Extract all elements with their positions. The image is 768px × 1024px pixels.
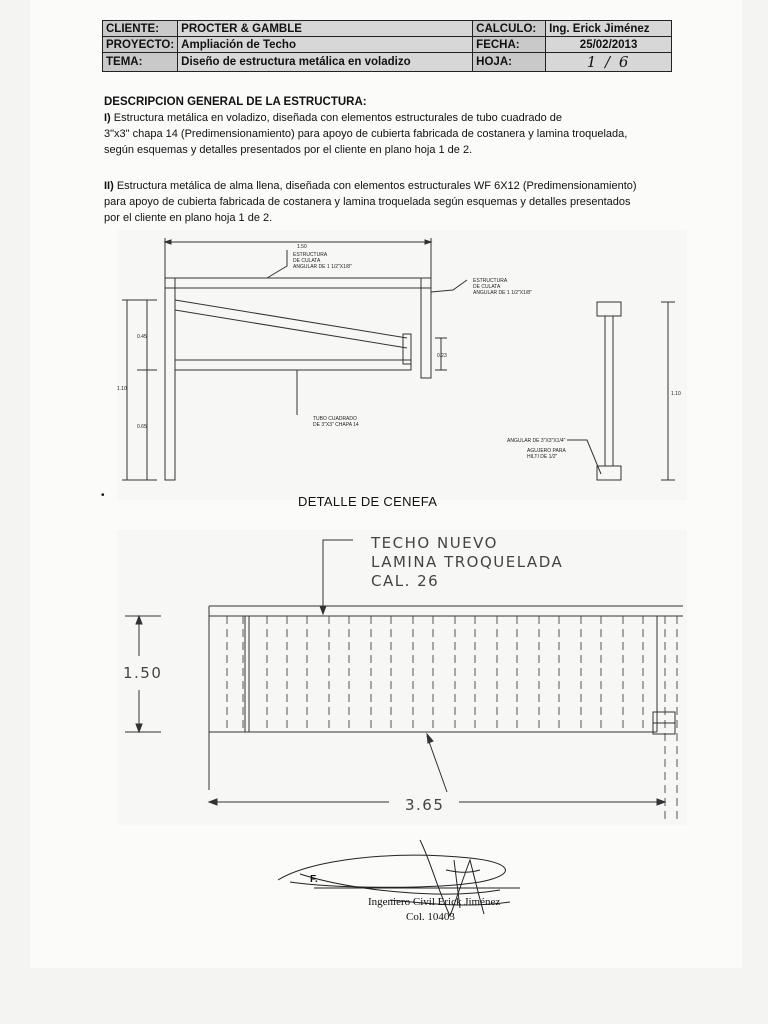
tema-value: Diseño de estructura metálica en voladizo (178, 53, 473, 72)
label-agujero-line1: AGUJERO PARA (527, 448, 566, 454)
calculo-value: Ing. Erick Jiménez (546, 21, 672, 37)
signature-name: Ingeniero Civil Erick Jiménez (368, 896, 501, 908)
description-item2 (104, 178, 674, 226)
fecha-label: FECHA: (473, 37, 546, 53)
techo-label-line3: CAL. 26 (371, 572, 440, 590)
title-block (102, 20, 672, 72)
label-angular: ANGULAR DE 3"X3"X1/4" (507, 438, 566, 444)
dim-110-right: 1.10 (671, 391, 681, 397)
signature-f-label: F. (310, 874, 318, 885)
dim-110-left: 1.10 (117, 386, 127, 392)
stray-dot: • (101, 490, 105, 501)
hoja-value (546, 53, 672, 72)
fecha-value: 25/02/2013 (546, 37, 672, 53)
signature-colegiado: Col. 10403 (406, 911, 455, 923)
item2-line2: para apoyo de cubierta fabricada de costanera y lamina troquelada según esquemas y detalles presentados (104, 196, 631, 208)
item1-line1-text: Estructura metálica en voladizo, diseñada con elementos estructurales de tubo cuadrado de (113, 112, 563, 124)
label-tubo-line2: DE 3"X3" CHAPA 14 (313, 422, 359, 428)
label-tubo-line1: TUBO CUADRADO (313, 416, 357, 422)
description-section (104, 94, 674, 158)
dim-023: 0.23 (437, 353, 447, 359)
label-culata2-line1: ESTRUCTURA (473, 278, 508, 284)
engineer-signature (270, 830, 530, 940)
label-culata2-line2: DE CULATA (473, 284, 501, 290)
item1-line1 (104, 110, 674, 126)
techo-label-line2: LAMINA TROQUELADA (371, 553, 564, 571)
label-culata2-line3: ANGULAR DE 1 1/2"X1/8" (473, 290, 532, 296)
techo-label-line1: TECHO NUEVO (371, 534, 498, 552)
item2-line1 (104, 178, 674, 194)
label-culata1-line1: ESTRUCTURA (293, 252, 328, 258)
hoja-number: 1 / 6 (586, 53, 631, 71)
label-culata1-line2: DE CULATA (293, 258, 321, 264)
drawing-caption: DETALLE DE CENEFA (298, 494, 438, 509)
label-agujero-line2: HILTI DE 1/2" (527, 454, 558, 460)
calculo-label: CALCULO: (473, 21, 546, 37)
cliente-label: CLIENTE: (103, 21, 178, 37)
dim-045: 0.45 (137, 334, 147, 340)
label-culata1-line3: ANGULAR DE 1 1/2"X1/8" (293, 264, 352, 270)
item2-line1-text: Estructura metálica de alma llena, diseñada con elementos estructurales WF 6X12 (Predimensionamiento) (116, 180, 637, 192)
item2-line3: por el cliente en plano hoja 1 de 2. (104, 212, 273, 224)
dim-top-150: 1.50 (297, 244, 307, 250)
tema-label: TEMA: (103, 53, 178, 72)
item2-marker: II) (104, 180, 114, 192)
proyecto-label: PROYECTO: (103, 37, 178, 53)
cantilever-elevation-drawing (117, 230, 687, 500)
item1-marker: I) (104, 112, 111, 124)
section-heading: DESCRIPCION GENERAL DE LA ESTRUCTURA: (104, 96, 367, 108)
item1-line2: 3"x3" chapa 14 (Predimensionamiento) para apoyo de cubierta fabricada de costanera y lamina troquelada, (104, 128, 628, 140)
cenefa-detail-drawing (117, 530, 687, 825)
proyecto-value: Ampliación de Techo (178, 37, 473, 53)
dim-height-150: 1.50 (123, 664, 163, 682)
item1-line3: según esquemas y detalles presentados por el cliente en plano hoja 1 de 2. (104, 144, 473, 156)
dim-065: 0.65 (137, 424, 147, 430)
dim-width-365: 3.65 (405, 796, 445, 814)
cliente-value: PROCTER & GAMBLE (178, 21, 473, 37)
hoja-label: HOJA: (473, 53, 546, 72)
